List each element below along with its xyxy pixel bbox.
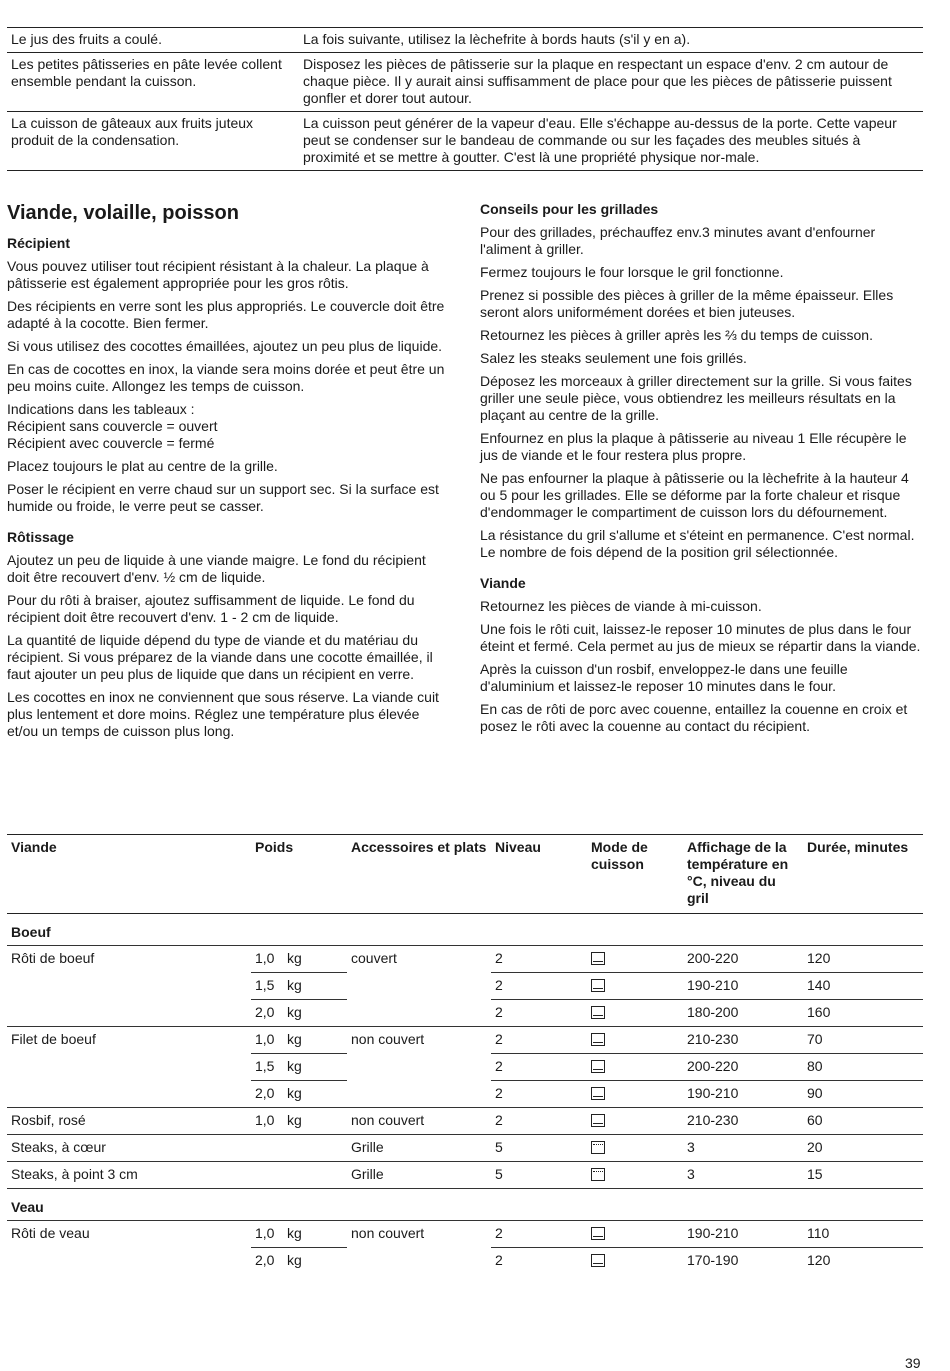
cell-duree: 60 — [803, 1108, 923, 1135]
indications-line: Récipient avec couvercle = fermé — [7, 435, 215, 451]
paragraph: Prenez si possible des pièces à griller de la même épaisseur. Elles seront alors uniformément dorées et bien juteuses. — [480, 287, 894, 320]
paragraph: Enfournez en plus la plaque à pâtisserie au niveau 1 Elle récupère le jus de viande et le four restera plus propre. — [480, 430, 907, 463]
cell-niveau: 2 — [491, 1081, 587, 1108]
cell-mode — [587, 1108, 683, 1135]
cell-niveau: 5 — [491, 1162, 587, 1189]
viande-heading: Viande — [480, 575, 526, 591]
paragraph: Fermez toujours le four lorsque le gril fonctionne. — [480, 264, 784, 280]
paragraph: Si vous utilisez des cocottes émaillées, ajoutez un peu plus de liquide. — [7, 338, 443, 354]
cell-accessoires: Grille — [347, 1135, 491, 1162]
paragraph: Des récipients en verre sont les plus appropriés. Le couvercle doit être adapté à la cocotte. Bien fermer. — [7, 298, 445, 331]
cell-accessoires — [347, 1054, 491, 1081]
cell-poids: 1,0 kg — [251, 1027, 347, 1054]
cell-mode — [587, 1221, 683, 1248]
cell-temperature: 210-230 — [683, 1027, 803, 1054]
grill-heading: Conseils pour les grillades — [480, 201, 659, 217]
cell-mode — [587, 1248, 683, 1275]
section-row — [7, 1189, 923, 1221]
grill-icon — [591, 1168, 605, 1181]
table-indications — [7, 401, 447, 452]
table-row — [7, 112, 923, 171]
cell-mode — [587, 973, 683, 1000]
paragraph: Ajoutez un peu de liquide à une viande maigre. Le fond du récipient doit être recouvert d'env. ½ cm de liquide. — [7, 552, 426, 585]
cell-accessoires: non couvert — [347, 1221, 491, 1248]
paragraph: Pour des grillades, préchauffez env.3 minutes avant d'enfourner l'aliment à griller. — [480, 224, 876, 257]
cell-duree: 120 — [803, 946, 923, 973]
table-row — [7, 1108, 923, 1135]
cell-poids: 1,5 kg — [251, 1054, 347, 1081]
left-column — [7, 201, 447, 746]
cell-accessoires: non couvert — [347, 1108, 491, 1135]
solution-cell: La cuisson peut générer de la vapeur d'eau. Elle s'échappe au-dessus de la porte. Cette vapeur peut se condenser sur le bandeau de commande ou sur les façades des meubles situés à proximité et se mettre à goutter. C'est là une propriété physique nor-male. — [295, 112, 923, 171]
cell-viande — [7, 1000, 251, 1027]
cell-viande — [7, 1054, 251, 1081]
cell-viande: Filet de boeuf — [7, 1027, 251, 1054]
table-header-row — [7, 835, 923, 914]
cell-mode — [587, 1081, 683, 1108]
table-row — [7, 28, 923, 53]
cell-temperature: 190-210 — [683, 1081, 803, 1108]
cell-viande: Rôti de veau — [7, 1221, 251, 1248]
cell-niveau: 2 — [491, 1000, 587, 1027]
rotissage-heading: Rôtissage — [7, 529, 74, 545]
cell-poids — [251, 1135, 347, 1162]
table-row — [7, 1000, 923, 1027]
cell-niveau: 2 — [491, 973, 587, 1000]
cell-temperature: 210-230 — [683, 1108, 803, 1135]
top-bottom-heat-icon — [591, 1227, 605, 1240]
section-boeuf: Boeuf — [11, 924, 51, 940]
problem-cell: La cuisson de gâteaux aux fruits juteux produit de la condensation. — [7, 112, 295, 171]
cell-viande — [7, 1081, 251, 1108]
cell-poids: 1,0 kg — [251, 1221, 347, 1248]
top-bottom-heat-icon — [591, 952, 605, 965]
paragraph: Vous pouvez utiliser tout récipient résistant à la chaleur. La plaque à pâtisserie est également appropriée pour les gros rôtis. — [7, 258, 429, 291]
table-row — [7, 1027, 923, 1054]
meat-cooking-table — [7, 834, 923, 1274]
solution-cell: Disposez les pièces de pâtisserie sur la plaque en respectant un espace d'env. 2 cm autour de chaque pièce. Il y aurait ainsi suffisamment de place pour que les pièces de pâtisserie puissent gonfler et dorer tout autour. — [295, 53, 923, 112]
cell-viande: Steaks, à point 3 cm — [7, 1162, 251, 1189]
cell-duree: 140 — [803, 973, 923, 1000]
top-bottom-heat-icon — [591, 1006, 605, 1019]
cell-mode — [587, 1162, 683, 1189]
table-row — [7, 53, 923, 112]
paragraph: Poser le récipient en verre chaud sur un support sec. Si la surface est humide ou froide, le verre peut se casser. — [7, 481, 439, 514]
section-title: Viande, volaille, poisson — [7, 202, 239, 224]
table-row — [7, 946, 923, 973]
troubleshooting-table — [7, 27, 923, 171]
cell-poids: 2,0 kg — [251, 1081, 347, 1108]
cell-poids: 1,0 kg — [251, 1108, 347, 1135]
top-bottom-heat-icon — [591, 1060, 605, 1073]
cell-viande — [7, 973, 251, 1000]
cell-accessoires — [347, 1248, 491, 1275]
cell-poids: 2,0 kg — [251, 1248, 347, 1275]
top-bottom-heat-icon — [591, 1254, 605, 1267]
cell-duree: 15 — [803, 1162, 923, 1189]
cell-viande — [7, 1248, 251, 1275]
problem-cell: Le jus des fruits a coulé. — [7, 28, 295, 53]
cell-mode — [587, 946, 683, 973]
cell-temperature: 3 — [683, 1135, 803, 1162]
section-veau: Veau — [7, 1189, 923, 1221]
table-row — [7, 1248, 923, 1275]
recipient-heading: Récipient — [7, 235, 71, 251]
header-viande: Viande — [7, 835, 251, 914]
cell-poids: 2,0 kg — [251, 1000, 347, 1027]
top-bottom-heat-icon — [591, 1033, 605, 1046]
problem-cell: Les petites pâtisseries en pâte levée collent ensemble pendant la cuisson. — [7, 53, 295, 112]
cell-temperature: 3 — [683, 1162, 803, 1189]
solution-cell: La fois suivante, utilisez la lèchefrite à bords hauts (s'il y en a). — [295, 28, 923, 53]
right-column — [480, 201, 922, 741]
page-number: 39 — [905, 1355, 921, 1371]
cell-niveau: 2 — [491, 1108, 587, 1135]
table-row — [7, 1135, 923, 1162]
table-row — [7, 1162, 923, 1189]
paragraph: En cas de cocottes en inox, la viande sera moins dorée et peut être un peu moins cuite. Allongez les temps de cuisson. — [7, 361, 445, 394]
top-bottom-heat-icon — [591, 1114, 605, 1127]
cell-poids — [251, 1162, 347, 1189]
cell-niveau: 2 — [491, 1027, 587, 1054]
cell-niveau: 5 — [491, 1135, 587, 1162]
cell-mode — [587, 1054, 683, 1081]
cell-duree: 110 — [803, 1221, 923, 1248]
cell-viande: Rôti de boeuf — [7, 946, 251, 973]
paragraph: Après la cuisson d'un rosbif, enveloppez-le dans une feuille d'aluminium et laissez-le reposer 10 minutes dans le four. — [480, 661, 848, 694]
cell-mode — [587, 1135, 683, 1162]
header-mode: Mode de cuisson — [587, 835, 683, 914]
header-accessoires: Accessoires et plats — [347, 835, 491, 914]
cell-duree: 20 — [803, 1135, 923, 1162]
cell-niveau: 2 — [491, 946, 587, 973]
cell-accessoires: non couvert — [347, 1027, 491, 1054]
cell-viande: Rosbif, rosé — [7, 1108, 251, 1135]
cell-temperature: 200-220 — [683, 1054, 803, 1081]
paragraph: Retournez les pièces à griller après les ⅔ du temps de cuisson. — [480, 327, 873, 343]
table-row — [7, 1054, 923, 1081]
cell-accessoires — [347, 1081, 491, 1108]
top-bottom-heat-icon — [591, 1087, 605, 1100]
paragraph: Pour du rôti à braiser, ajoutez suffisamment de liquide. Le fond du récipient doit être recouvert d'env. 1 - 2 cm de liquide. — [7, 592, 415, 625]
cell-temperature: 200-220 — [683, 946, 803, 973]
paragraph: Ne pas enfourner la plaque à pâtisserie ou la lèchefrite à la hauteur 4 ou 5 pour les grillades. Elle se déforme par la forte chaleur et risque d'endommager le compartiment de cuisson lors du défournement. — [480, 470, 909, 520]
grill-icon — [591, 1141, 605, 1154]
cell-viande: Steaks, à cœur — [7, 1135, 251, 1162]
cell-niveau: 2 — [491, 1248, 587, 1275]
cell-mode — [587, 1000, 683, 1027]
cell-duree: 160 — [803, 1000, 923, 1027]
table-row — [7, 973, 923, 1000]
cell-accessoires — [347, 973, 491, 1000]
cell-poids: 1,0 kg — [251, 946, 347, 973]
cell-accessoires: Grille — [347, 1162, 491, 1189]
paragraph: En cas de rôti de porc avec couenne, entaillez la couenne en croix et posez le rôti avec la couenne au contact du récipient. — [480, 701, 908, 734]
cell-temperature: 190-210 — [683, 973, 803, 1000]
paragraph: La résistance du gril s'allume et s'éteint en permanence. C'est normal. Le nombre de fois dépend de la position gril sélectionnée. — [480, 527, 915, 560]
header-poids: Poids — [251, 835, 347, 914]
cell-temperature: 190-210 — [683, 1221, 803, 1248]
indications-line: Récipient sans couvercle = ouvert — [7, 418, 218, 434]
paragraph: Placez toujours le plat au centre de la grille. — [7, 458, 278, 474]
header-temperature: Affichage de la température en °C, niveau du gril — [683, 835, 803, 914]
cell-duree: 120 — [803, 1248, 923, 1275]
paragraph: La quantité de liquide dépend du type de viande et du matériau du récipient. Si vous préparez de la viande dans une cocotte émaillée, il faut ajouter un peu plus de liquide que dans un récipient en verre. — [7, 632, 433, 682]
paragraph: Déposez les morceaux à griller directement sur la grille. Si vous faites griller une seule pièce, vous obtiendrez les meilleurs résultats en la plaçant au centre de la grille. — [480, 373, 912, 423]
cell-poids: 1,5 kg — [251, 973, 347, 1000]
cell-duree: 80 — [803, 1054, 923, 1081]
top-bottom-heat-icon — [591, 979, 605, 992]
cell-accessoires — [347, 1000, 491, 1027]
table-row — [7, 1081, 923, 1108]
header-duree: Durée, minutes — [803, 835, 923, 914]
paragraph: Retournez les pièces de viande à mi-cuisson. — [480, 598, 762, 614]
cell-temperature: 180-200 — [683, 1000, 803, 1027]
cell-duree: 90 — [803, 1081, 923, 1108]
header-niveau: Niveau — [491, 835, 587, 914]
paragraph: Une fois le rôti cuit, laissez-le reposer 10 minutes de plus dans le four éteint et fermé. Cela permet au jus de mieux se répartir dans la viande. — [480, 621, 921, 654]
cell-niveau: 2 — [491, 1054, 587, 1081]
table-row — [7, 1221, 923, 1248]
cell-duree: 70 — [803, 1027, 923, 1054]
indications-line: Indications dans les tableaux : — [7, 401, 195, 417]
cell-accessoires: couvert — [347, 946, 491, 973]
section-row — [7, 914, 923, 946]
paragraph: Salez les steaks seulement une fois grillés. — [480, 350, 747, 366]
cell-temperature: 170-190 — [683, 1248, 803, 1275]
paragraph: Les cocottes en inox ne conviennent que sous réserve. La viande cuit plus lentement et dore moins. Réglez une température plus élevée et/ou un temps de cuisson plus long. — [7, 689, 439, 739]
cell-niveau: 2 — [491, 1221, 587, 1248]
cell-mode — [587, 1027, 683, 1054]
